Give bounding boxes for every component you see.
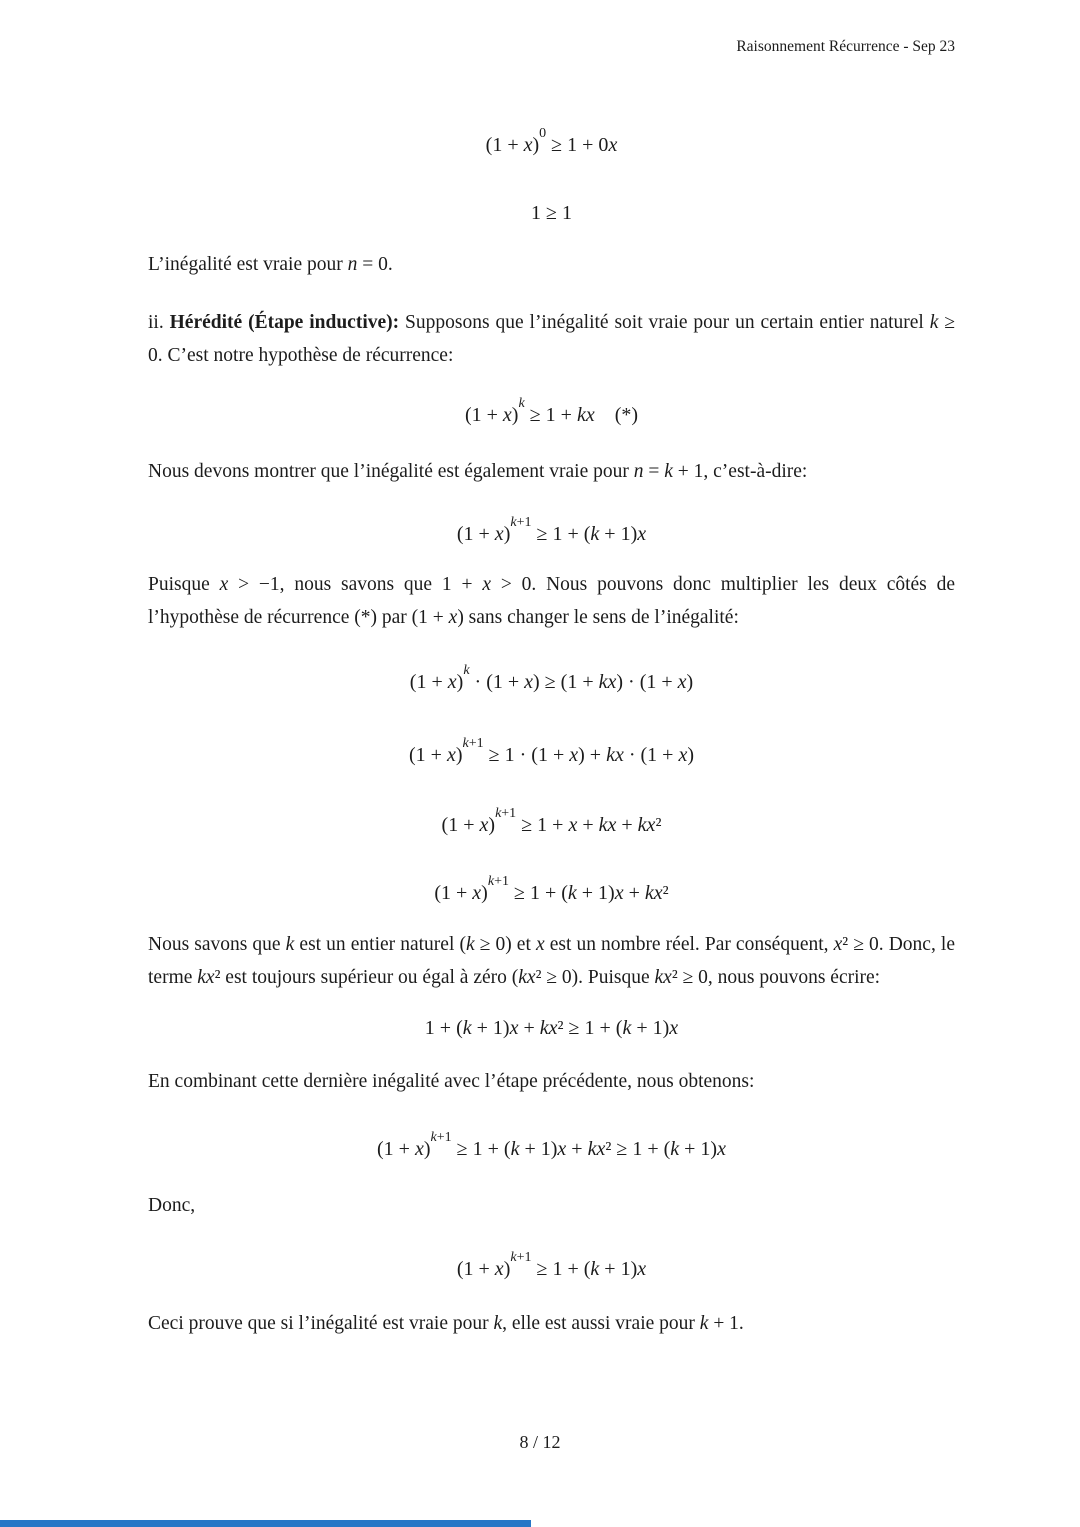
para-donc: Donc,: [148, 1195, 196, 1216]
para-multiplication-argument: Puisque x > −1, nous savons que 1 + x > 0. Nous pouvons donc multiplier les deux côtés de l’hypothèse de récurrence (*) par (1 + x) sans changer le sens de l’inégalité:: [148, 574, 955, 628]
formula-base-case-result: 1 ≥ 1: [531, 202, 572, 224]
formula-expand-step-2: $(1 + x)^{k+1} \ge 1 + x$ + kx + kx²: [441, 805, 662, 836]
para-induction-hypothesis: ii. Hérédité (Étape inductive): Supposons que l’inégalité soit vraie pour un certain entier naturel k ≥ 0. C’est notre hypothèse de récurrence:: [148, 312, 956, 366]
formula-conclusion: $(1 + x)^{k+1} \ge 1 + (k + 1)x$: [456, 1249, 647, 1280]
para-combining: En combinant cette dernière inégalité avec l’étape précédente, nous obtenons:: [148, 1071, 755, 1092]
formula-kx2-inequality: 1 + (k + 1)x + kx² ≥ 1 + (k + 1)x: [424, 1017, 679, 1039]
formula-multiply-both-sides: $(1 + x)^k \cdot (1 + x) \ge (1 + kx) \cdot (1 + x)$: [409, 662, 694, 693]
para-base-case-conclusion: L’inégalité est vraie pour n = 0.: [148, 254, 393, 275]
formula-expand-step-3: $(1 + x)^{k+1} \ge 1 + (k + 1)x + kx^2$: [434, 873, 669, 904]
para-kx2-positive: Nous savons que k est un entier naturel (k ≥ 0) et x est un nombre réel. Par conséquent, x² ≥ 0. Donc, le terme kx² est toujours supérieur ou égal à zéro (kx² ≥ 0). Puisque kx² ≥ 0, nous pouvons écrire:: [148, 934, 955, 988]
formula-combined-chain: $(1 + x)^{k+1} \ge 1 + (k + 1)x + kx^2 \ge 1 + (k + 1)x$: [377, 1129, 726, 1160]
page-header-title: Raisonnement Récurrence - Sep 23: [736, 38, 955, 55]
para-goal: Nous devons montrer que l’inégalité est également vraie pour n = k + 1, c’est-à-dire:: [148, 461, 808, 482]
next-page-banner-strip: [0, 1520, 531, 1527]
formula-goal: $(1 + x)^{k+1} \ge 1 + (k + 1)x$: [456, 514, 647, 545]
formula-base-case: $(1 + x)^0 \ge 1 + 0x$: [485, 125, 618, 156]
formula-induction-hypothesis: $(1 + x)^k \ge 1$ + kx (*): [464, 395, 639, 426]
para-induction-conclusion: Ceci prouve que si l’inégalité est vraie pour k, elle est aussi vraie pour k + 1.: [148, 1313, 744, 1334]
page-number: 8 / 12: [519, 1432, 561, 1452]
formula-expand-step-1: $(1 + x)^{k+1} \ge 1 \cdot (1 + x)$ + kx · (1 + x): [409, 735, 694, 766]
